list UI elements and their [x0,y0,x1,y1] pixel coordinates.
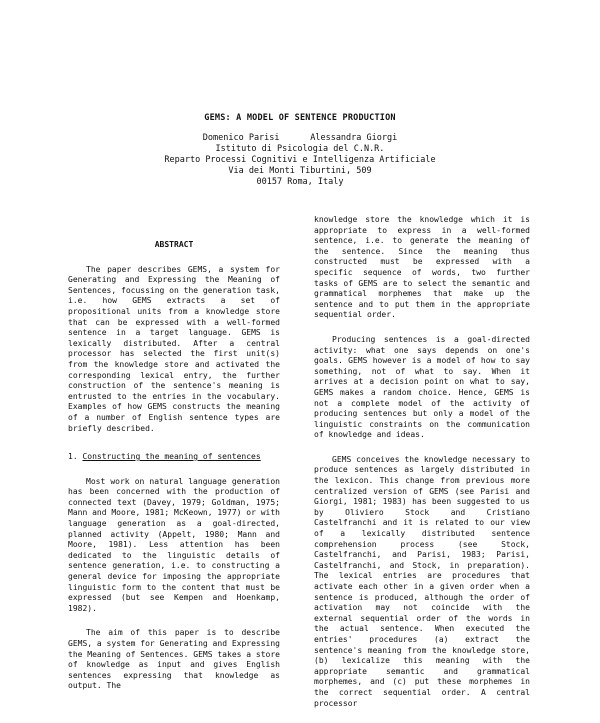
author-block [0,133,600,188]
section-title: Constructing the meaning of sentences [82,452,261,462]
section-heading [68,452,280,463]
right-column [314,215,530,723]
section-number: 1. [68,452,78,462]
body-paragraph: knowledge store the knowledge which it is appropriate to express in a well-formed sentence, i.e. to generate the meaning of the sentence. Since the meaning thus constructed must be expressed with a specific sequence of words, two further tasks of GEMS are to select the semantic and grammatical morphemes that make up the sentence and to put them in the appropriate sequential order. [314,215,530,320]
affiliation-line: Reparto Processi Cognitivi e Intelligenza Artificiale [164,155,436,165]
left-column [68,240,280,706]
authors-line: Domenico Parisi Alessandra Giorgi [202,133,398,143]
abstract-text: The paper describes GEMS, a system for Generating and Expressing the Meaning of Sentences, focussing on the generation task, i.e. how GEMS extracts a set of propositional units from a knowledge store that can be expressed with a well-formed sentence in a target language. GEMS is lexically distributed. After a central processor has selected the first unit(s) from the knowledge store and activated the corresponding lexical entry, the further construction of the sentence's meaning is entrusted to the entries in the vocabulary. Examples of how GEMS constructs the meaning of a number of English sentence types are briefly described. [68,264,280,433]
affiliation-line: Via dei Monti Tiburtini, 509 [228,166,372,176]
affiliation-line: 00157 Roma, Italy [256,177,344,187]
body-paragraph: GEMS conceives the knowledge necessary to produce sentences as largely distributed in the lexicon. This change from previous more centralized version of GEMS (see Parisi and Giorgi, 1981; 1983) has been suggested to us by Oliviero Stock and Cristiano Castelfranchi and it is related to our view of a lexically distributed sentence comprehension process (see Stock, Castelfranchi, and Parisi, 1983; Parisi, Castelfranchi, and Stock, in preparation). The lexical entries are procedures that activate each other in a given order when a sentence is produced, although the order of activation may not coincide with the external sequential order of the words in the actual sentence. When executed the entries' procedures (a) extract the sentence's meaning from the knowledge store, (b) lexicalize this meaning with the appropriate semantic and grammatical morphemes, and (c) put these morphemes in the correct sequential order. A central processor [314,454,530,708]
paper-title: GEMS: A MODEL OF SENTENCE PRODUCTION [204,113,396,123]
affiliation-line: Istituto di Psicologia del C.N.R. [215,144,385,154]
body-paragraph: Producing sentences is a goal-directed activity: what one says depends on one's goals. GEMS however is a model of how to say something, not of what to say. When it arrives at a decision point on what to say, GEMS makes a random choice. Hence, GEMS is not a complete model of the activity of producing sentences but only a model of the linguistic constraints on the communication of knowledge and ideas. [314,334,530,440]
body-paragraph: The aim of this paper is to describe GEMS, a system for Generating and Expressing the Meaning of Sentences. GEMS takes a store of knowledge as input and gives English sentences expressing that knowledge as output. The [68,628,280,691]
body-paragraph: Most work on natural language generation has been concerned with the production of connected text (Davey, 1979; Goldman, 1975; Mann and Moore, 1981; McKeown, 1977) or with language generation as a goal-directed, planned activity (Appelt, 1980; Mann and Moore, 1981). Less attention has been dedicated to the linguistic details of sentence generation, i.e. to constructing a general device for imposing the appropriate linguistic form to the content that must be expressed (but see Kempen and Hoenkamp, 1982). [68,476,280,613]
abstract-heading: ABSTRACT [154,240,194,249]
